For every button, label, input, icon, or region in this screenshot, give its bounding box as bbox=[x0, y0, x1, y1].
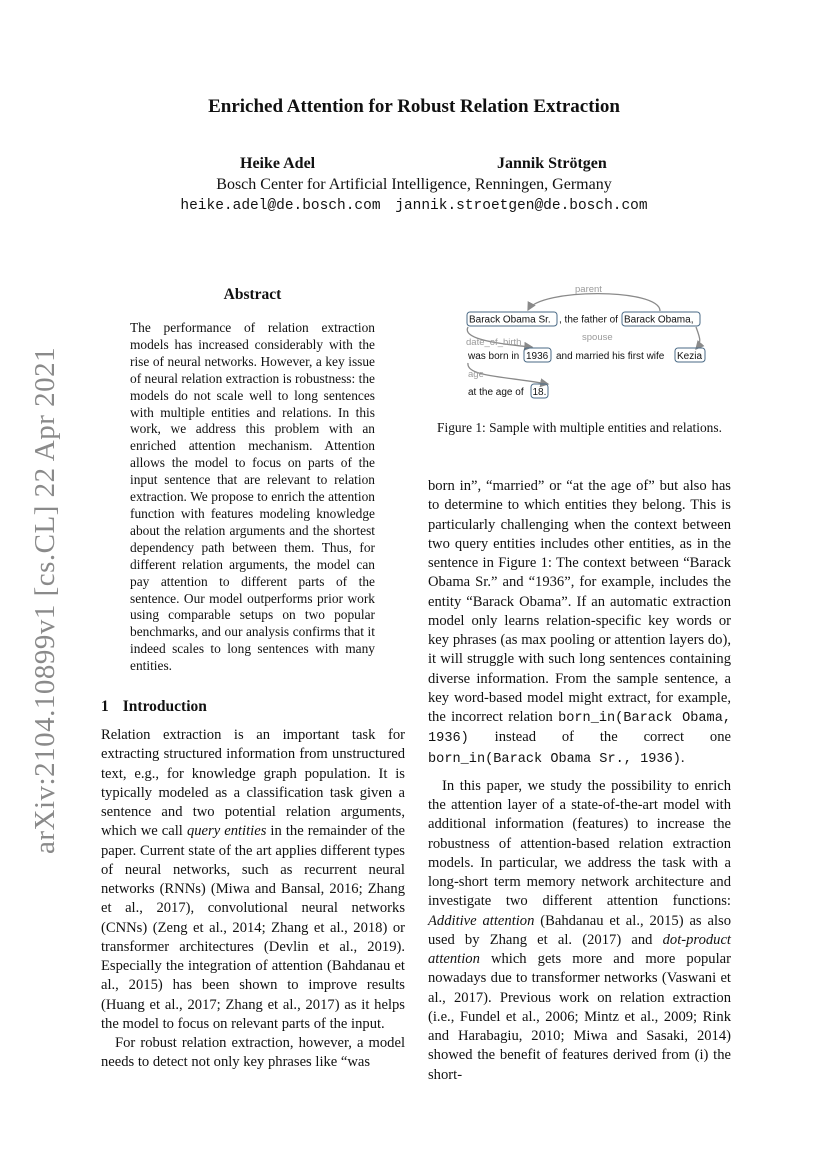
figure-text: , the father of bbox=[559, 314, 618, 326]
text-span: born in”, “married” or “at the age of” but also has to determine to which entities they belong. This is particularly challenging when the context between two query entities includes other entities, as in the sentence in Figure 1: The context between “Barack Obama Sr.” and “1936”, for example, includes the entity “Barack Obama”. If an automatic extraction model only learns relation-specific key words or key phrases (as max pooling or attention layers do), it will struggle with such long sentences containing diverse information. From the sample sentence, a key word-based model might extract, for example, the incorrect relation bbox=[428, 478, 731, 725]
text-span: Relation extraction is an important task for extracting structured information from unstructured text, e.g., for knowledge graph population. It is typically modeled as a classification task given a sentence and two potential relation arguments, which we call bbox=[101, 727, 405, 840]
author-name: Jannik Strötgen bbox=[497, 155, 607, 172]
text-span: In this paper, we study the possibility to enrich the attention layer of a state-of-the-art model with additional information (features) to increase the robustness of attention-based relation extraction models. In particular, we address the task with a long-short term memory network architecture and investigate two different attention functions: bbox=[428, 777, 731, 910]
abstract-text: The performance of relation extraction models has increased considerably with the rise of neural networks. However, a key issue of neural relation extraction is robustness: the models do not scale well to long sentences with multiple entities and relations. In this work, we address this problem with an enriched attention mechanism. Attention allows the model to focus on parts of the input sentence that are relevant to relation extraction. We propose to enrich the attention function with features modeling knowledge about the relation arguments and the shortest dependency path between them. Thus, for different relation arguments, the model can pay attention to different parts of the sentence. Our model outperforms prior work using comparable setups on two popular benchmarks, and our analysis confirms that it indeed scales to long sentences with many entities. bbox=[130, 320, 375, 674]
author-emails: heike.adel@de.bosch.com jannik.stroetgen@de.bosch.com bbox=[180, 198, 648, 214]
paragraph bbox=[101, 726, 405, 1034]
code-span: born_in(Barack Obama, 1936) bbox=[428, 711, 732, 747]
code-span: born_in(Barack Obama Sr., 1936) bbox=[428, 751, 681, 767]
emphasis: query entities bbox=[186, 823, 267, 840]
entity-barack-obama: Barack Obama, bbox=[624, 314, 694, 326]
text-span: instead of the correct one bbox=[468, 729, 731, 746]
entity-kezia: Kezia bbox=[677, 351, 703, 362]
relation-label-age: age bbox=[468, 369, 484, 380]
figure-1-diagram bbox=[460, 280, 720, 405]
paper-title: Enriched Attention for Robust Relation Extraction bbox=[208, 96, 620, 117]
text-span: which gets more and more popular nowadays due to transformer networks (Vaswani et al., 2017). Previous work on relation extraction (i.e., Fundel et al., 2006; Mintz et al., 2009; Rink and Harabagiu, 2010; Miwa and Sasaki, 2014) showed the benefit of features derived from (i) the short- bbox=[428, 951, 731, 1083]
author-name: Heike Adel bbox=[240, 155, 316, 172]
arxiv-stamp: arXiv:2104.10899v1 [cs.CL] 22 Apr 2021 bbox=[29, 346, 61, 854]
emphasis: dot-product attention bbox=[428, 931, 731, 967]
affiliation: Bosch Center for Artificial Intelligence, Renningen, Germany bbox=[216, 176, 612, 193]
figure-text: was born in bbox=[468, 351, 520, 362]
entity-barack-obama-sr: Barack Obama Sr. bbox=[469, 314, 551, 326]
entity-1936: 1936 bbox=[526, 351, 549, 362]
figure-text: at the age of bbox=[468, 387, 524, 398]
spouse-arrow bbox=[696, 327, 700, 349]
section-heading bbox=[101, 698, 207, 716]
paragraph bbox=[101, 1034, 405, 1073]
emphasis: Additive attention bbox=[428, 912, 535, 929]
figure-text: and married his first wife bbox=[556, 351, 665, 362]
parent-arrow bbox=[528, 294, 660, 311]
relation-label-parent: parent bbox=[575, 284, 602, 295]
text-span: . bbox=[680, 749, 685, 766]
figure-caption: Figure 1: Sample with multiple entities and relations. bbox=[437, 420, 722, 435]
paragraph bbox=[428, 777, 731, 1085]
text-span: in the remainder of the paper. Current state of the art applies different types of neural networks, such as recurrent neural networks (RNNs) (Miwa and Bansal, 2016; Zhang et al., 2017), convolutional neural networks (CNNs) (Zeng et al., 2014; Zhang et al., 2018) or transformer architectures (Devlin et al., 2019). Especially the integration of attention (Bahdanau et al., 2015) has been shown to improve results (Huang et al., 2017; Zhang et al., 2017) as it helps the model to focus on relevant parts of the input. bbox=[101, 823, 405, 1032]
section-title: Introduction bbox=[122, 698, 207, 715]
right-column bbox=[428, 477, 731, 1085]
left-column bbox=[101, 726, 405, 1073]
relation-label-spouse: spouse bbox=[582, 332, 613, 343]
section-number: 1 bbox=[101, 698, 109, 715]
relation-label-date-of-birth: date_of_birth bbox=[466, 337, 522, 348]
abstract-heading: Abstract bbox=[223, 286, 282, 303]
text-span: (Bahdanau et al., 2015) as also used by Zhang et al. (2017) and bbox=[428, 912, 731, 948]
paragraph bbox=[428, 477, 731, 769]
entity-18: 18. bbox=[532, 387, 547, 398]
text-span: For robust relation extraction, however, a model needs to detect not only key phrases like “was bbox=[101, 1035, 405, 1071]
